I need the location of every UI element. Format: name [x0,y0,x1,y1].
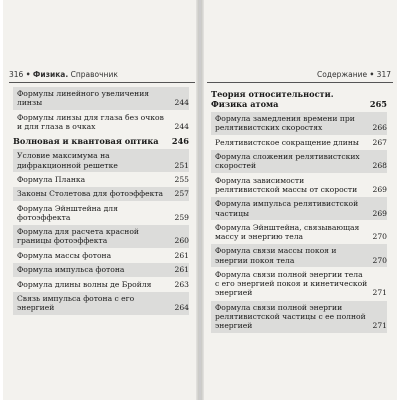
toc-page-number: 271 [372,321,387,331]
toc-entry [13,277,189,291]
toc-page-number: 269 [372,208,387,218]
toc-page-number: 265 [369,99,387,109]
right-page [201,0,397,400]
toc-entry-title: Формулы линейного увеличения линзы [17,88,150,108]
book-subtitle: Справочник [70,70,118,79]
toc-page-number: 259 [174,212,189,222]
toc-page-number: 267 [372,137,387,147]
toc-entry [13,249,189,263]
toc-page-number: 244 [174,98,189,108]
toc-entry-title: Формула Эйнштейна для фотоэффекта [17,203,118,222]
toc-entry-title: Формула длины волны де Бройля [17,279,152,289]
toc-entry [13,225,189,248]
toc-entry-title: Формула сложения релятивистских скоростей [215,152,360,171]
toc-entry [13,292,189,315]
toc-page-number: 244 [174,121,189,131]
toc-page-number: 266 [372,123,387,133]
toc-entry-title: Формула для расчета красной границы фотоэффекта [17,227,139,246]
toc-entry-title: Формула связи полной энергии тела с его энергией покоя и кинетической энергией [215,270,368,298]
toc-entry [13,187,189,201]
toc-page-number: 263 [174,279,189,289]
right-page-header [317,70,391,79]
toc-entry [211,301,387,333]
header-bullet: • [25,70,31,79]
left-page-header [9,70,118,79]
toc-entry-title: Формула Планка [17,174,86,184]
toc-page-number: 269 [372,184,387,194]
toc-entry [13,201,189,224]
toc-page-number: 264 [174,303,189,313]
header-bullet: • [369,70,375,79]
toc-entry-title: Формула импульса релятивистской частицы [215,199,359,218]
toc-entry-title: Формула замедления времени при релятивистских скоростях [215,114,355,133]
toc-page-number: 246 [171,136,189,147]
toc-page-number: 257 [174,189,189,199]
toc-entry [211,244,387,267]
book-series-title: Физика. [32,70,69,79]
toc-entry-title: Формула зависимости релятивистской массы от скорости [215,175,358,194]
toc-entry-title: Релятивистское сокращение длины [215,137,359,147]
toc-page-number: 270 [372,255,387,265]
header-rule [9,82,195,83]
toc-entry-title: Формула связи массы покоя и энергии покоя тела [215,246,337,265]
toc-entry [13,110,189,133]
left-page-number: 316 [9,70,24,79]
toc-entry [211,268,387,300]
toc-page-number: 251 [174,160,189,170]
toc-entry-title: Формула массы фотона [17,250,112,260]
toc-entry-title: Теория относительности. Физика атома [211,89,334,109]
toc-entry [13,173,189,187]
toc-entry-title: Связь импульса фотона с его энергией [17,293,135,313]
toc-entry-title: Формула Эйнштейна, связывающая массу и энергию тела [215,222,360,242]
right-toc-list [211,86,387,333]
toc-entry [13,149,189,172]
toc-entry [211,174,387,197]
toc-section-heading [13,134,189,148]
toc-entry-title: Формулы линзы для глаза без очков и для глаза в очках [17,112,164,131]
toc-page-number: 270 [372,232,387,242]
toc-page-number: 261 [174,265,189,275]
toc-page-number: 268 [372,161,387,171]
toc-page-number: 271 [372,288,387,298]
left-toc-list [13,86,189,315]
toc-entry-title: Законы Столетова для фотоэффекта [17,189,164,199]
toc-entry [211,221,387,244]
header-rule [207,82,393,83]
toc-page-number: 260 [174,236,189,246]
book-gutter [196,0,204,400]
toc-entry-title: Формула связи полной энергии релятивистской частицы с ее полной энергией [215,302,366,331]
toc-entry [13,263,189,277]
toc-entry [211,112,387,135]
toc-entry [211,197,387,220]
left-page [3,0,199,400]
toc-entry [211,150,387,173]
toc-page-number: 255 [174,174,189,184]
toc-entry-title: Волновая и квантовая оптика [13,136,159,147]
toc-entry [13,87,189,110]
toc-entry-title: Формула импульса фотона [17,265,125,275]
toc-page-number: 261 [174,250,189,260]
section-title: Содержание [316,70,368,79]
toc-entry-title: Условие максимума на дифракционной решетке [17,151,118,170]
toc-section-heading [211,87,387,111]
toc-entry [211,136,387,150]
right-page-number: 317 [376,70,391,79]
